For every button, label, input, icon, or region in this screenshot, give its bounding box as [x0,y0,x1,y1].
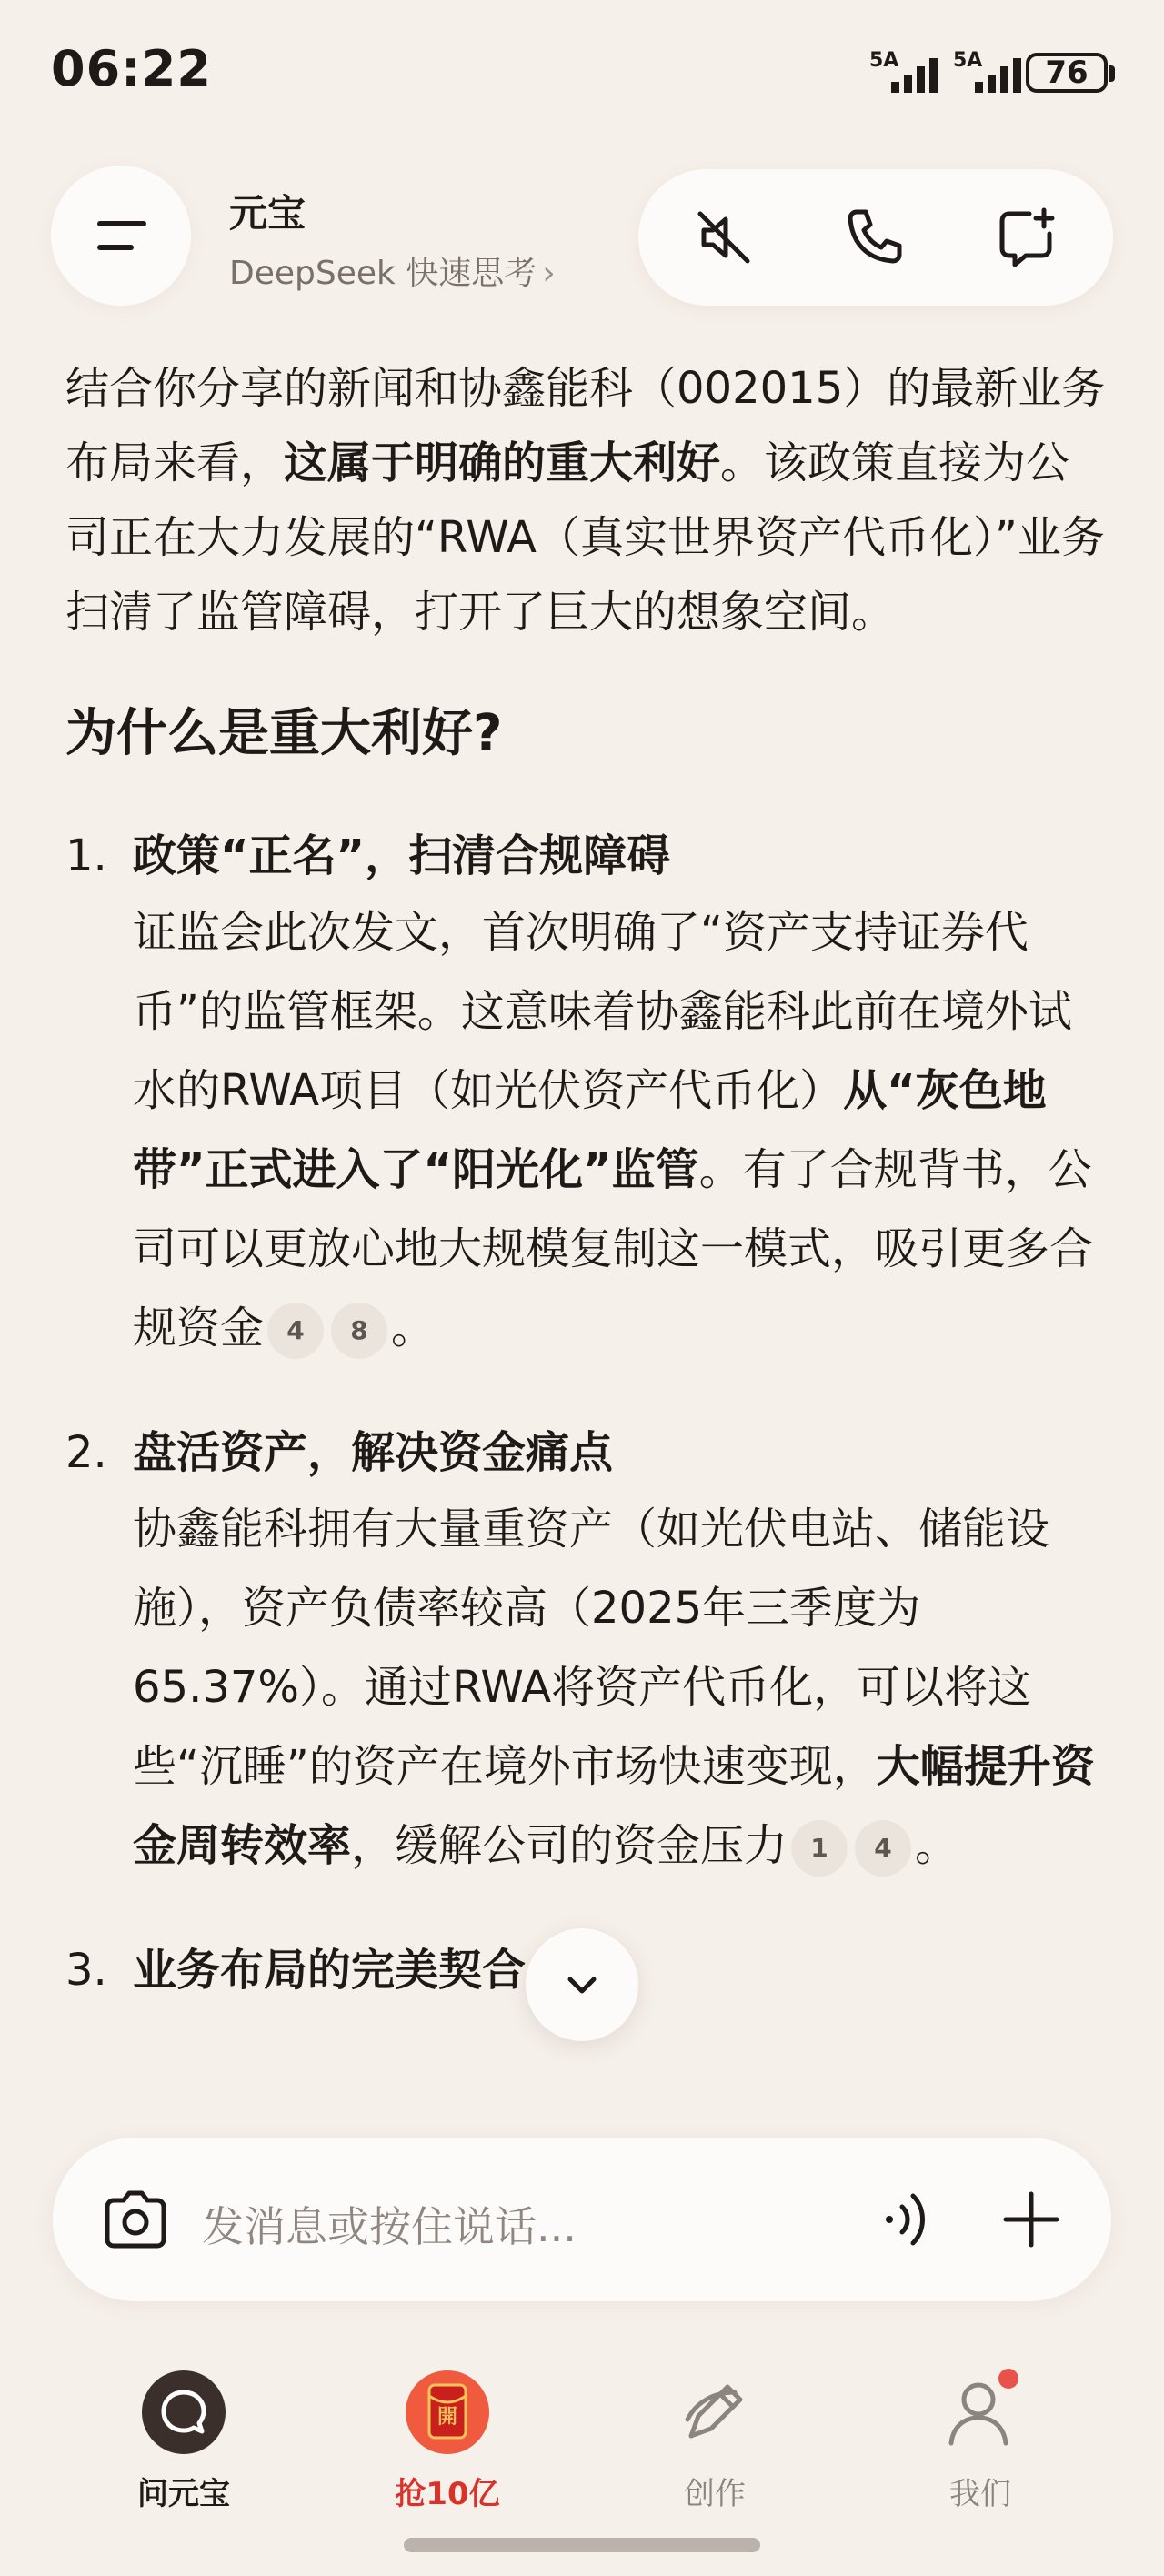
list-number: 3. [65,1945,107,1996]
citation-badge[interactable]: 4 [855,1820,911,1877]
nav-item-us[interactable] [889,2369,1071,2513]
nav-label: 抢10亿 [395,2476,500,2512]
intro-paragraph [65,351,1111,649]
nav-item-create[interactable] [624,2369,806,2513]
nav-icon-wrap [404,2369,491,2456]
menu-icon-line [97,245,134,250]
body-text-rest: ，缓解公司的资金压力 [351,1820,788,1871]
message-input-bar [53,2138,1111,2301]
intro-highlight: 这属于明确的重大利好 [284,438,721,488]
signal-bars-icon [975,56,1028,93]
camera-icon[interactable] [100,2187,171,2252]
red-envelope-text: 開 [436,2406,457,2429]
message-content [65,351,1111,2134]
nav-label: 创作 [684,2476,746,2512]
nav-item-ask-yuanbao[interactable] [93,2369,275,2513]
nav-label: 我们 [949,2476,1011,2512]
mute-icon[interactable] [691,205,757,270]
scroll-to-bottom-button[interactable] [526,1928,638,2041]
chevron-down-icon [559,1962,605,2007]
citation-badge[interactable]: 1 [791,1820,848,1877]
nav-icon-wrap [140,2369,227,2456]
section-heading: 为什么是重大利好? [65,704,503,763]
nav-item-promo[interactable] [356,2369,538,2513]
citation-badge[interactable]: 4 [267,1303,324,1359]
body-end: 。 [391,1303,436,1353]
phone-icon[interactable] [840,205,906,270]
menu-button[interactable] [51,166,191,306]
nav-label: 问元宝 [137,2476,230,2512]
notification-dot [998,2369,1018,2389]
list-number: 2. [65,1427,107,1478]
message-input[interactable]: 发消息或按住说话... [202,2202,577,2251]
intro-text-rest: 。该政策直接为公司正在大力发展的“RWA（真实世界资产代币化）”业务扫清了监管障碍，打开了巨大的想象空间。 [65,438,1105,638]
intro-text: 结合你分享的新闻和协鑫能科（002015）的最新业务布局来看， [65,363,1106,488]
app-title: 元宝 [229,191,306,236]
model-subtitle[interactable] [229,247,556,294]
create-pen-icon [671,2369,758,2456]
list-item [65,819,1111,1368]
body-end: 。 [915,1820,959,1871]
network-type-2: 5A [953,49,983,72]
body-text: 协鑫能科拥有大量重资产（如光伏电站、储能设施），资产负债率较高（2025年三季度为65.37%）。通过RWA将资产代币化，可以将这些“沉睡”的资产在境外市场快速变现， [133,1504,1050,1792]
status-bar [0,0,1164,136]
nav-icon-wrap [937,2369,1024,2456]
citation-badge[interactable]: 8 [331,1303,387,1359]
network-type-1: 5A [869,49,899,72]
list-item-body [133,893,1111,1368]
body-text-rest: 。有了合规背书，公司可以更放心地大规模复制这一模式，吸引更多合规资金 [133,1144,1094,1353]
signal-bars-icon [891,56,944,93]
voice-icon[interactable] [871,2185,940,2254]
model-name: DeepSeek 快速思考 [229,255,537,292]
header-actions [638,169,1113,306]
list-item-title: 政策“正名”，扫清合规障碍 [133,830,671,881]
chevron-right-icon: › [542,255,556,292]
list-item-title: 盘活资产，解决资金痛点 [133,1427,614,1478]
new-chat-icon[interactable] [993,205,1059,270]
menu-icon [97,221,146,226]
model-selector[interactable] [229,184,556,294]
list-number: 1. [65,830,107,881]
plus-icon[interactable] [998,2187,1064,2252]
chat-bubble-icon [140,2369,227,2456]
list-item [65,1415,1111,1886]
list-item-title: 业务布局的完美契合 [133,1945,527,1996]
list-item-body [133,1490,1111,1886]
status-time: 06:22 [51,40,212,97]
body-highlight: 从“灰色地带”正式进入了“阳光化”监管 [133,1065,1047,1195]
nav-icon-wrap [671,2369,758,2456]
body-highlight: 大幅提升资金周转效率 [133,1741,1095,1871]
body-text: 证监会此次发文，首次明确了“资产支持证券代币”的监管框架。这意味着协鑫能科此前在境外试水的RWA项目（如光伏资产代币化） [133,907,1072,1116]
battery-indicator: 76 [1026,53,1108,93]
home-indicator[interactable] [404,2538,760,2552]
